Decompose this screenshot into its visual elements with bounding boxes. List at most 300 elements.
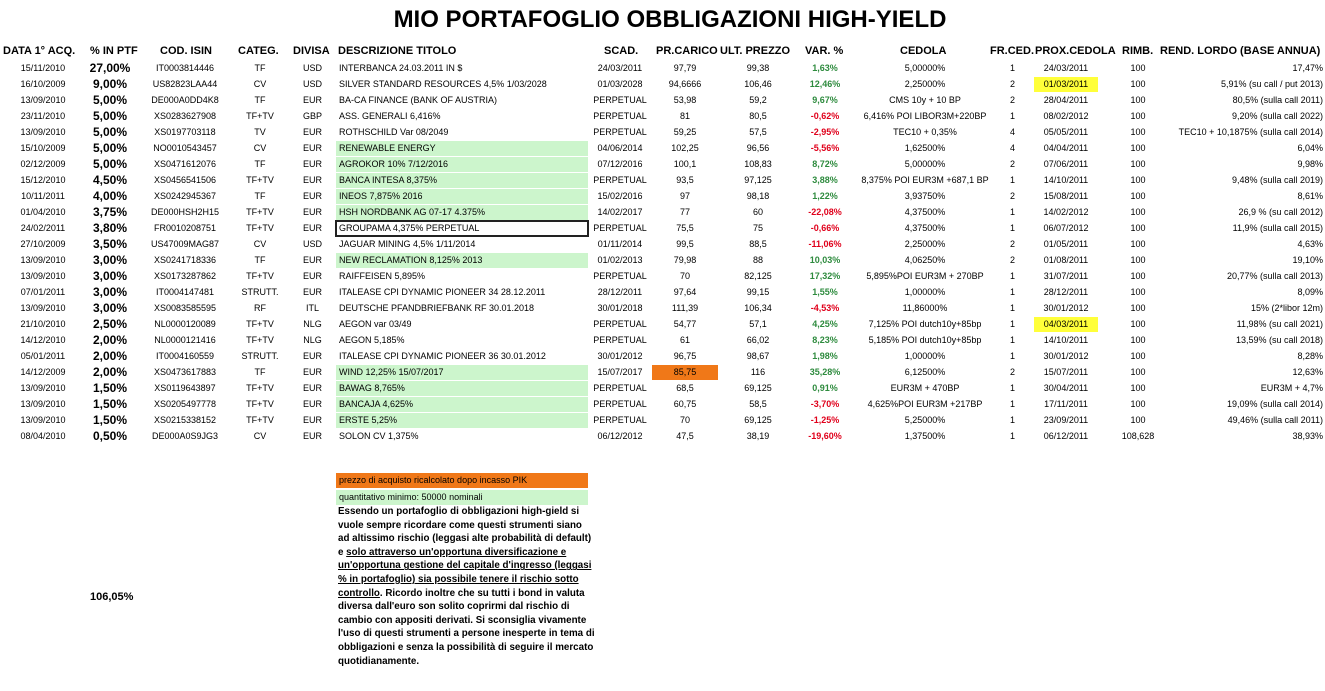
cell-pct[interactable]: 3,80% <box>92 221 128 235</box>
cell-scad[interactable]: 07/12/2016 <box>597 159 643 169</box>
cell-prezzo[interactable]: 88 <box>752 255 763 265</box>
cell-categ[interactable]: TF <box>254 255 266 265</box>
cell-data[interactable]: 23/11/2010 <box>20 111 66 121</box>
cell-categ[interactable]: CV <box>253 143 267 153</box>
cell-prox[interactable]: 06/07/2012 <box>1043 223 1089 233</box>
cell-rimb[interactable]: 100 <box>1130 159 1146 169</box>
cell-categ[interactable]: TF <box>254 95 266 105</box>
cell-var[interactable]: -19,60% <box>808 431 842 441</box>
cell-descr[interactable]: ITALEASE CPI DYNAMIC PIONEER 36 30.01.2012 <box>339 351 546 361</box>
cell-var[interactable]: 1,98% <box>812 351 838 361</box>
cell-data[interactable]: 02/12/2009 <box>20 159 66 169</box>
cell-divisa[interactable]: EUR <box>302 255 322 265</box>
cell-data[interactable]: 14/12/2009 <box>20 367 66 377</box>
cell-prezzo[interactable]: 98,18 <box>746 191 770 201</box>
cell-isin[interactable]: XS0471612076 <box>153 159 217 169</box>
cell-rimb[interactable]: 100 <box>1130 239 1146 249</box>
cell-descr[interactable]: AGROKOR 10% 7/12/2016 <box>336 157 588 172</box>
cell-divisa[interactable]: GBP <box>302 111 322 121</box>
cell-prezzo[interactable]: 99,15 <box>746 287 770 297</box>
cell-cedola[interactable]: 4,37500% <box>904 223 946 233</box>
cell-scad[interactable]: PERPETUAL <box>593 319 647 329</box>
cell-scad[interactable]: PERPETUAL <box>593 223 647 233</box>
cell-categ[interactable]: CV <box>253 239 267 249</box>
cell-rend[interactable]: 80,5% (sulla call 2011) <box>1232 95 1323 105</box>
table-row[interactable] <box>0 141 1325 156</box>
cell-data[interactable]: 13/09/2010 <box>20 255 66 265</box>
table-row[interactable] <box>0 237 1325 252</box>
cell-isin[interactable]: NL0000121416 <box>154 335 216 345</box>
cell-cedola[interactable]: 3,93750% <box>904 191 946 201</box>
cell-descr[interactable]: BAWAG 8,765% <box>336 381 588 396</box>
cell-divisa[interactable]: EUR <box>302 127 322 137</box>
header-isin[interactable]: COD. ISIN <box>160 45 212 57</box>
cell-categ[interactable]: TF+TV <box>246 335 274 345</box>
cell-descr[interactable]: NEW RECLAMATION 8,125% 2013 <box>336 253 588 268</box>
cell-scad[interactable]: PERPETUAL <box>593 271 647 281</box>
cell-rimb[interactable]: 100 <box>1130 367 1146 377</box>
cell-prox[interactable]: 30/04/2011 <box>1043 383 1089 393</box>
cell-scad[interactable]: 01/11/2014 <box>597 239 643 249</box>
cell-prox[interactable]: 06/12/2011 <box>1043 431 1089 441</box>
cell-cedola[interactable]: 4,06250% <box>904 255 946 265</box>
cell-rend[interactable]: 19,10% <box>1292 255 1323 265</box>
cell-rend[interactable]: EUR3M + 4,7% <box>1260 383 1323 393</box>
cell-isin[interactable]: NO0010543457 <box>153 143 217 153</box>
cell-rimb[interactable]: 108,628 <box>1121 431 1155 441</box>
cell-categ[interactable]: TF <box>254 367 266 377</box>
cell-prezzo[interactable]: 106,46 <box>744 79 772 89</box>
cell-scad[interactable]: 15/07/2017 <box>597 367 643 377</box>
cell-scad[interactable]: PERPETUAL <box>593 415 647 425</box>
cell-cedola[interactable]: TEC10 + 0,35% <box>893 127 957 137</box>
cell-scad[interactable]: 24/03/2011 <box>597 63 643 73</box>
cell-rimb[interactable]: 100 <box>1130 287 1146 297</box>
cell-rend[interactable]: 5,91% (su call / put 2013) <box>1220 79 1323 89</box>
cell-descr[interactable]: INEOS 7,875% 2016 <box>336 189 588 204</box>
cell-isin[interactable]: IT0004147481 <box>155 287 215 297</box>
cell-frced[interactable]: 1 <box>1009 271 1015 281</box>
cell-rimb[interactable]: 100 <box>1130 143 1146 153</box>
cell-scad[interactable]: 01/03/2028 <box>597 79 643 89</box>
cell-carico[interactable]: 102,25 <box>671 143 699 153</box>
cell-rimb[interactable]: 100 <box>1130 95 1146 105</box>
cell-categ[interactable]: TF+TV <box>246 319 274 329</box>
cell-isin[interactable]: XS0205497778 <box>153 399 217 409</box>
cell-prezzo[interactable]: 106,34 <box>744 303 772 313</box>
cell-frced[interactable]: 1 <box>1009 175 1015 185</box>
cell-divisa[interactable]: EUR <box>302 383 322 393</box>
cell-carico[interactable]: 99,5 <box>676 239 694 249</box>
cell-categ[interactable]: TF+TV <box>246 383 274 393</box>
cell-pct[interactable]: 2,00% <box>92 365 128 379</box>
cell-isin[interactable]: XS0119643897 <box>154 383 216 393</box>
cell-var[interactable]: 1,63% <box>812 63 838 73</box>
cell-var[interactable]: 9,67% <box>812 95 838 105</box>
cell-isin[interactable]: DE000HSH2H15 <box>150 207 220 217</box>
cell-isin[interactable]: XS0241718336 <box>153 255 217 265</box>
cell-carico[interactable]: 61 <box>679 335 690 345</box>
cell-scad[interactable]: PERPETUAL <box>593 127 647 137</box>
header-data[interactable]: DATA 1° ACQ. <box>3 45 76 57</box>
cell-descr[interactable]: WIND 12,25% 15/07/2017 <box>336 365 588 380</box>
cell-divisa[interactable]: ITL <box>305 303 319 313</box>
cell-descr[interactable]: ASS. GENERALI 6,416% <box>339 111 441 121</box>
cell-descr[interactable]: SOLON CV 1,375% <box>339 431 419 441</box>
cell-pct[interactable]: 3,00% <box>92 269 128 283</box>
cell-categ[interactable]: TF+TV <box>246 415 274 425</box>
cell-data[interactable]: 13/09/2010 <box>20 271 66 281</box>
cell-carico[interactable]: 77 <box>679 207 690 217</box>
cell-divisa[interactable]: EUR <box>302 367 322 377</box>
cell-prezzo[interactable]: 97,125 <box>744 175 772 185</box>
cell-prezzo[interactable]: 108,83 <box>744 159 772 169</box>
table-row[interactable] <box>0 413 1325 428</box>
cell-carico[interactable]: 79,98 <box>673 255 697 265</box>
cell-frced[interactable]: 2 <box>1009 367 1015 377</box>
cell-rimb[interactable]: 100 <box>1130 191 1146 201</box>
cell-cedola[interactable]: 6,12500% <box>904 367 946 377</box>
cell-frced[interactable]: 4 <box>1009 143 1015 153</box>
cell-isin[interactable]: DE000A0DD4K8 <box>151 95 219 105</box>
table-row[interactable] <box>0 269 1325 284</box>
cell-scad[interactable]: 14/02/2017 <box>597 207 643 217</box>
cell-prezzo[interactable]: 99,38 <box>746 63 770 73</box>
cell-carico[interactable]: 70 <box>679 415 690 425</box>
cell-categ[interactable]: TF+TV <box>246 207 274 217</box>
table-row[interactable] <box>0 285 1325 300</box>
cell-data[interactable]: 13/09/2010 <box>20 127 66 137</box>
cell-scad[interactable]: 01/02/2013 <box>597 255 643 265</box>
cell-rimb[interactable]: 100 <box>1130 175 1146 185</box>
cell-data[interactable]: 13/09/2010 <box>20 95 66 105</box>
table-row[interactable] <box>0 125 1325 140</box>
cell-var[interactable]: 10,03% <box>809 255 841 265</box>
cell-pct[interactable]: 5,00% <box>92 125 128 139</box>
cell-cedola[interactable]: 5,00000% <box>904 63 946 73</box>
table-row[interactable] <box>0 173 1325 188</box>
cell-prox[interactable]: 24/03/2011 <box>1043 63 1089 73</box>
cell-rend[interactable]: 15% (2*libor 12m) <box>1250 303 1323 313</box>
cell-descr[interactable]: ROTHSCHILD Var 08/2049 <box>339 127 449 137</box>
cell-frced[interactable]: 1 <box>1009 287 1015 297</box>
cell-rimb[interactable]: 100 <box>1130 383 1146 393</box>
cell-rend[interactable]: 20,77% (sulla call 2013) <box>1226 271 1323 281</box>
cell-rend[interactable]: 13,59% (su call 2018) <box>1235 335 1323 345</box>
cell-isin[interactable]: FR0010208751 <box>153 223 217 233</box>
cell-frced[interactable]: 1 <box>1009 431 1015 441</box>
table-row[interactable] <box>0 109 1325 124</box>
cell-prox[interactable]: 01/08/2011 <box>1043 255 1089 265</box>
cell-divisa[interactable]: NLG <box>303 335 322 345</box>
cell-pct[interactable]: 5,00% <box>92 93 128 107</box>
cell-data[interactable]: 27/10/2009 <box>20 239 66 249</box>
cell-pct[interactable]: 5,00% <box>92 109 128 123</box>
cell-data[interactable]: 01/04/2010 <box>20 207 66 217</box>
cell-carico[interactable]: 85,75 <box>652 365 718 380</box>
cell-pct[interactable]: 3,50% <box>92 237 128 251</box>
cell-divisa[interactable]: USD <box>302 239 322 249</box>
cell-cedola[interactable]: 6,416% POI LIBOR3M+220BP <box>863 111 987 121</box>
cell-prezzo[interactable]: 60 <box>752 207 763 217</box>
cell-prezzo[interactable]: 88,5 <box>749 239 767 249</box>
cell-cedola[interactable]: 8,375% POI EUR3M +687,1 BP <box>861 175 989 185</box>
cell-rend[interactable]: 26,9 % (su call 2012) <box>1238 207 1323 217</box>
cell-prox[interactable]: 04/04/2011 <box>1043 143 1089 153</box>
cell-rimb[interactable]: 100 <box>1130 63 1146 73</box>
cell-cedola[interactable]: 1,62500% <box>904 143 946 153</box>
cell-categ[interactable]: CV <box>253 431 267 441</box>
cell-frced[interactable]: 1 <box>1009 223 1015 233</box>
cell-isin[interactable]: IT0004160559 <box>155 351 215 361</box>
header-prox[interactable]: PROX.CEDOLA <box>1035 45 1116 57</box>
cell-divisa[interactable]: EUR <box>302 95 322 105</box>
cell-pct[interactable]: 1,50% <box>92 381 128 395</box>
cell-cedola[interactable]: 4,625%POI EUR3M +217BP <box>867 399 983 409</box>
cell-cedola[interactable]: 1,00000% <box>904 351 946 361</box>
table-row[interactable] <box>0 333 1325 348</box>
cell-rimb[interactable]: 100 <box>1130 255 1146 265</box>
cell-data[interactable]: 10/11/2011 <box>21 191 65 201</box>
cell-cedola[interactable]: 5,895%POI EUR3M + 270BP <box>866 271 984 281</box>
cell-var[interactable]: 8,23% <box>812 335 838 345</box>
cell-prox[interactable]: 14/10/2011 <box>1043 335 1089 345</box>
cell-data[interactable]: 15/10/2009 <box>20 143 66 153</box>
cell-rend[interactable]: 9,98% <box>1297 159 1323 169</box>
cell-categ[interactable]: TF <box>254 63 266 73</box>
cell-prezzo[interactable]: 96,56 <box>746 143 770 153</box>
cell-frced[interactable]: 1 <box>1009 303 1015 313</box>
cell-prox[interactable]: 23/09/2011 <box>1043 415 1089 425</box>
header-scad[interactable]: SCAD. <box>604 45 639 57</box>
header-carico[interactable]: PR.CARICO <box>656 45 718 57</box>
cell-data[interactable]: 15/12/2010 <box>20 175 66 185</box>
cell-isin[interactable]: XS0473617883 <box>153 367 217 377</box>
cell-frced[interactable]: 1 <box>1009 399 1015 409</box>
cell-rend[interactable]: 19,09% (sulla call 2014) <box>1226 399 1323 409</box>
cell-categ[interactable]: TF <box>254 191 266 201</box>
cell-categ[interactable]: TF+TV <box>246 175 274 185</box>
cell-carico[interactable]: 70 <box>679 271 690 281</box>
cell-pct[interactable]: 3,75% <box>92 205 128 219</box>
cell-divisa[interactable]: EUR <box>302 431 322 441</box>
table-row[interactable] <box>0 365 1325 380</box>
cell-pct[interactable]: 9,00% <box>92 77 128 91</box>
cell-carico[interactable]: 100,1 <box>673 159 697 169</box>
cell-prox[interactable]: 04/03/2011 <box>1034 317 1098 332</box>
cell-rimb[interactable]: 100 <box>1130 271 1146 281</box>
cell-scad[interactable]: PERPETUAL <box>593 383 647 393</box>
cell-var[interactable]: 35,28% <box>809 367 841 377</box>
total-pct[interactable]: 106,05% <box>90 591 134 603</box>
cell-descr[interactable]: RAIFFEISEN 5,895% <box>339 271 426 281</box>
cell-scad[interactable]: PERPETUAL <box>593 95 647 105</box>
cell-prezzo[interactable]: 116 <box>750 367 766 377</box>
cell-prezzo[interactable]: 98,67 <box>746 351 770 361</box>
cell-cedola[interactable]: 11,86000% <box>902 303 948 313</box>
cell-prox[interactable]: 14/10/2011 <box>1043 175 1089 185</box>
cell-scad[interactable]: PERPETUAL <box>593 335 647 345</box>
header-prezzo[interactable]: ULT. PREZZO <box>720 45 791 57</box>
cell-carico[interactable]: 54,77 <box>673 319 697 329</box>
cell-scad[interactable]: 28/12/2011 <box>597 287 643 297</box>
cell-prox[interactable]: 30/01/2012 <box>1043 351 1089 361</box>
cell-categ[interactable]: STRUTT. <box>241 287 279 297</box>
header-var[interactable]: VAR. % <box>805 45 844 57</box>
cell-prezzo[interactable]: 57,5 <box>749 127 767 137</box>
cell-descr[interactable]: AEGON var 03/49 <box>339 319 412 329</box>
cell-pct[interactable]: 4,50% <box>92 173 128 187</box>
cell-data[interactable]: 05/01/2011 <box>20 351 66 361</box>
cell-var[interactable]: 3,88% <box>812 175 838 185</box>
cell-prox[interactable]: 14/02/2012 <box>1043 207 1089 217</box>
cell-carico[interactable]: 59,25 <box>673 127 697 137</box>
cell-rend[interactable]: 8,28% <box>1297 351 1323 361</box>
cell-divisa[interactable]: EUR <box>302 207 322 217</box>
cell-descr[interactable]: SILVER STANDARD RESOURCES 4,5% 1/03/2028 <box>339 79 547 89</box>
cell-prezzo[interactable]: 69,125 <box>744 383 772 393</box>
cell-frced[interactable]: 2 <box>1009 79 1015 89</box>
cell-divisa[interactable]: EUR <box>302 399 322 409</box>
cell-var[interactable]: 12,46% <box>809 79 841 89</box>
cell-categ[interactable]: TF+TV <box>246 271 274 281</box>
table-row[interactable] <box>0 61 1325 76</box>
cell-pct[interactable]: 5,00% <box>92 157 128 171</box>
cell-rimb[interactable]: 100 <box>1130 303 1146 313</box>
header-categ[interactable]: CATEG. <box>238 45 279 57</box>
cell-cedola[interactable]: 5,25000% <box>904 415 946 425</box>
cell-frced[interactable]: 1 <box>1009 335 1015 345</box>
cell-carico[interactable]: 68,5 <box>676 383 694 393</box>
legend-orange[interactable]: prezzo di acquisto ricalcolato dopo incasso PIK <box>336 473 588 488</box>
cell-isin[interactable]: XS0197703118 <box>154 127 216 137</box>
cell-carico[interactable]: 97,64 <box>673 287 697 297</box>
cell-prezzo[interactable]: 58,5 <box>749 399 767 409</box>
table-row[interactable] <box>0 221 1325 236</box>
cell-cedola[interactable]: CMS 10y + 10 BP <box>889 95 961 105</box>
cell-rend[interactable]: 11,9% (sulla call 2015) <box>1232 223 1323 233</box>
cell-carico[interactable]: 53,98 <box>673 95 697 105</box>
cell-pct[interactable]: 3,00% <box>92 253 128 267</box>
cell-frced[interactable]: 2 <box>1009 95 1015 105</box>
cell-divisa[interactable]: NLG <box>303 319 322 329</box>
cell-carico[interactable]: 75,5 <box>676 223 694 233</box>
table-row[interactable] <box>0 253 1325 268</box>
cell-data[interactable]: 13/09/2010 <box>20 399 66 409</box>
cell-descr[interactable]: INTERBANCA 24.03.2011 IN $ <box>339 63 463 73</box>
cell-prox[interactable]: 28/12/2011 <box>1043 287 1089 297</box>
cell-scad[interactable]: PERPETUAL <box>593 111 647 121</box>
cell-divisa[interactable]: EUR <box>302 287 322 297</box>
cell-rend[interactable]: 9,20% (sulla call 2022) <box>1231 111 1323 121</box>
cell-frced[interactable]: 1 <box>1009 207 1015 217</box>
table-row[interactable] <box>0 205 1325 220</box>
cell-isin[interactable]: XS0283627908 <box>153 111 217 121</box>
cell-rend[interactable]: 8,09% <box>1297 287 1323 297</box>
cell-rimb[interactable]: 100 <box>1130 223 1146 233</box>
cell-carico[interactable]: 111,39 <box>671 303 699 313</box>
cell-prezzo[interactable]: 38,19 <box>746 431 770 441</box>
cell-data[interactable]: 16/10/2009 <box>20 79 66 89</box>
cell-divisa[interactable]: EUR <box>302 159 322 169</box>
cell-frced[interactable]: 2 <box>1009 191 1015 201</box>
cell-prox[interactable]: 01/03/2011 <box>1034 77 1098 92</box>
cell-carico[interactable]: 60,75 <box>673 399 697 409</box>
table-row[interactable] <box>0 189 1325 204</box>
cell-rimb[interactable]: 100 <box>1130 335 1146 345</box>
cell-isin[interactable]: NL0000120089 <box>154 319 216 329</box>
cell-divisa[interactable]: EUR <box>302 191 322 201</box>
cell-descr[interactable]: ITALEASE CPI DYNAMIC PIONEER 34 28.12.2011 <box>339 287 546 297</box>
cell-pct[interactable]: 2,00% <box>92 349 128 363</box>
cell-prox[interactable]: 28/04/2011 <box>1043 95 1089 105</box>
cell-scad[interactable]: PERPETUAL <box>593 399 647 409</box>
table-row[interactable] <box>0 317 1325 332</box>
table-row[interactable] <box>0 349 1325 364</box>
table-row[interactable] <box>0 77 1325 92</box>
cell-divisa[interactable]: EUR <box>302 415 322 425</box>
cell-var[interactable]: -22,08% <box>808 207 842 217</box>
cell-pct[interactable]: 2,00% <box>92 333 128 347</box>
cell-pct[interactable]: 2,50% <box>92 317 128 331</box>
cell-var[interactable]: -11,06% <box>808 239 842 249</box>
cell-scad[interactable]: PERPETUAL <box>593 175 647 185</box>
cell-scad[interactable]: 30/01/2012 <box>597 351 643 361</box>
cell-frced[interactable]: 1 <box>1009 351 1015 361</box>
cell-descr[interactable]: JAGUAR MINING 4,5% 1/11/2014 <box>339 239 476 249</box>
cell-prox[interactable]: 17/11/2011 <box>1044 399 1088 409</box>
cell-data[interactable]: 14/12/2010 <box>20 335 66 345</box>
cell-carico[interactable]: 94,6666 <box>668 79 702 89</box>
cell-data[interactable]: 13/09/2010 <box>20 303 66 313</box>
header-pct[interactable]: % IN PTF <box>90 45 138 57</box>
cell-carico[interactable]: 93,5 <box>676 175 694 185</box>
cell-var[interactable]: 0,91% <box>812 383 838 393</box>
header-rimb[interactable]: RIMB. <box>1122 45 1154 57</box>
cell-rend[interactable]: 4,63% <box>1297 239 1323 249</box>
cell-var[interactable]: -2,95% <box>810 127 840 137</box>
cell-pct[interactable]: 1,50% <box>92 413 128 427</box>
cell-prox[interactable]: 08/02/2012 <box>1043 111 1089 121</box>
cell-prox[interactable]: 15/08/2011 <box>1043 191 1089 201</box>
cell-categ[interactable]: CV <box>253 79 267 89</box>
cell-pct[interactable]: 4,00% <box>92 189 128 203</box>
cell-divisa[interactable]: EUR <box>302 271 322 281</box>
cell-cedola[interactable]: 2,25000% <box>904 79 946 89</box>
cell-data[interactable]: 13/09/2010 <box>20 383 66 393</box>
cell-rend[interactable]: 38,93% <box>1292 431 1323 441</box>
table-row[interactable] <box>0 93 1325 108</box>
cell-prox[interactable]: 07/06/2011 <box>1043 159 1089 169</box>
cell-rimb[interactable]: 100 <box>1130 127 1146 137</box>
header-divisa[interactable]: DIVISA <box>293 45 330 57</box>
cell-rend[interactable]: 6,04% <box>1297 143 1323 153</box>
cell-cedola[interactable]: 1,00000% <box>904 287 946 297</box>
cell-divisa[interactable]: USD <box>302 79 322 89</box>
cell-descr[interactable]: GROUPAMA 4,375% PERPETUAL <box>336 221 588 236</box>
cell-var[interactable]: -5,56% <box>810 143 840 153</box>
cell-categ[interactable]: STRUTT. <box>241 351 279 361</box>
cell-frced[interactable]: 1 <box>1009 383 1015 393</box>
cell-frced[interactable]: 1 <box>1009 111 1015 121</box>
cell-descr[interactable]: AEGON 5,185% <box>339 335 405 345</box>
cell-scad[interactable]: 04/06/2014 <box>597 143 643 153</box>
cell-rimb[interactable]: 100 <box>1130 415 1146 425</box>
cell-data[interactable]: 08/04/2010 <box>20 431 66 441</box>
cell-categ[interactable]: TF <box>254 159 266 169</box>
cell-categ[interactable]: TF+TV <box>246 111 274 121</box>
cell-rimb[interactable]: 100 <box>1130 79 1146 89</box>
